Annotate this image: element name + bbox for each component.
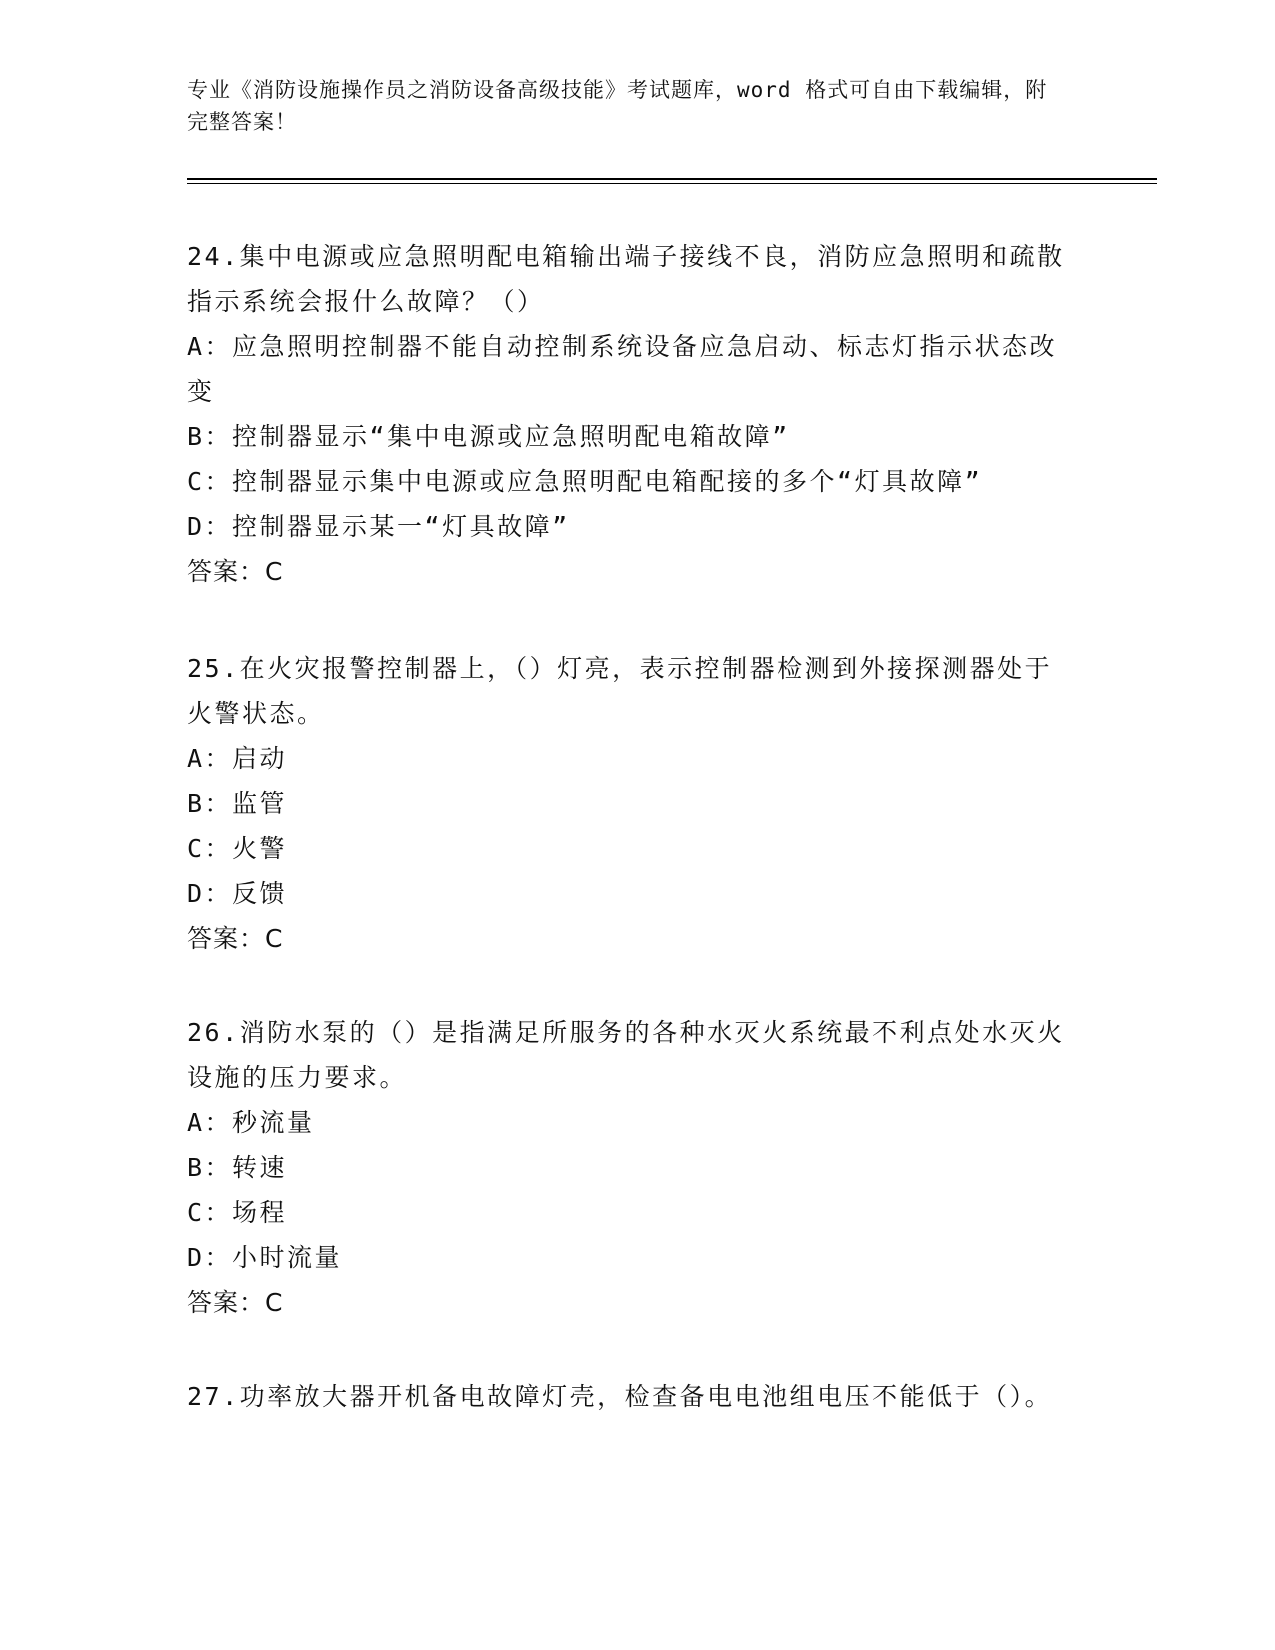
option-a: A：秒流量 [187,1108,315,1137]
option-d: D：小时流量 [187,1243,343,1272]
option-d: D：控制器显示某一“灯具故障” [187,512,570,541]
option-b: B：转速 [187,1153,288,1182]
question-25 [187,646,1077,962]
question-24 [187,234,1077,595]
header-divider-thick [187,178,1157,180]
answer: 答案：C [187,924,284,953]
question-text: 27.功率放大器开机备电故障灯壳，检查备电电池组电压不能低于（）。 [187,1382,1053,1411]
answer: 答案：C [187,1288,284,1317]
document-page [187,0,1157,1650]
option-c: C：控制器显示集中电源或应急照明配电箱配接的多个“灯具故障” [187,467,983,496]
option-d: D：反馈 [187,879,288,908]
question-text: 24.集中电源或应急照明配电箱输出端子接线不良，消防应急照明和疏散指示系统会报什么故障？（） [187,242,1065,316]
question-27 [187,1374,1077,1419]
question-26 [187,1010,1077,1326]
option-b: B：监管 [187,789,288,818]
document-header: 专业《消防设施操作员之消防设备高级技能》考试题库，word 格式可自由下载编辑，附完整答案！ [187,78,1048,134]
question-text: 25.在火灾报警控制器上，（）灯亮，表示控制器检测到外接探测器处于火警状态。 [187,654,1053,728]
option-b: B：控制器显示“集中电源或应急照明配电箱故障” [187,422,790,451]
option-a: A：启动 [187,744,288,773]
question-text: 26.消防水泵的（）是指满足所服务的各种水灭火系统最不利点处水灭火设施的压力要求。 [187,1018,1065,1092]
header-divider-thin [187,183,1157,184]
option-a: A：应急照明控制器不能自动控制系统设备应急启动、标志灯指示状态改变 [187,332,1058,406]
answer: 答案：C [187,557,284,586]
option-c: C：火警 [187,834,288,863]
option-c: C：场程 [187,1198,288,1227]
